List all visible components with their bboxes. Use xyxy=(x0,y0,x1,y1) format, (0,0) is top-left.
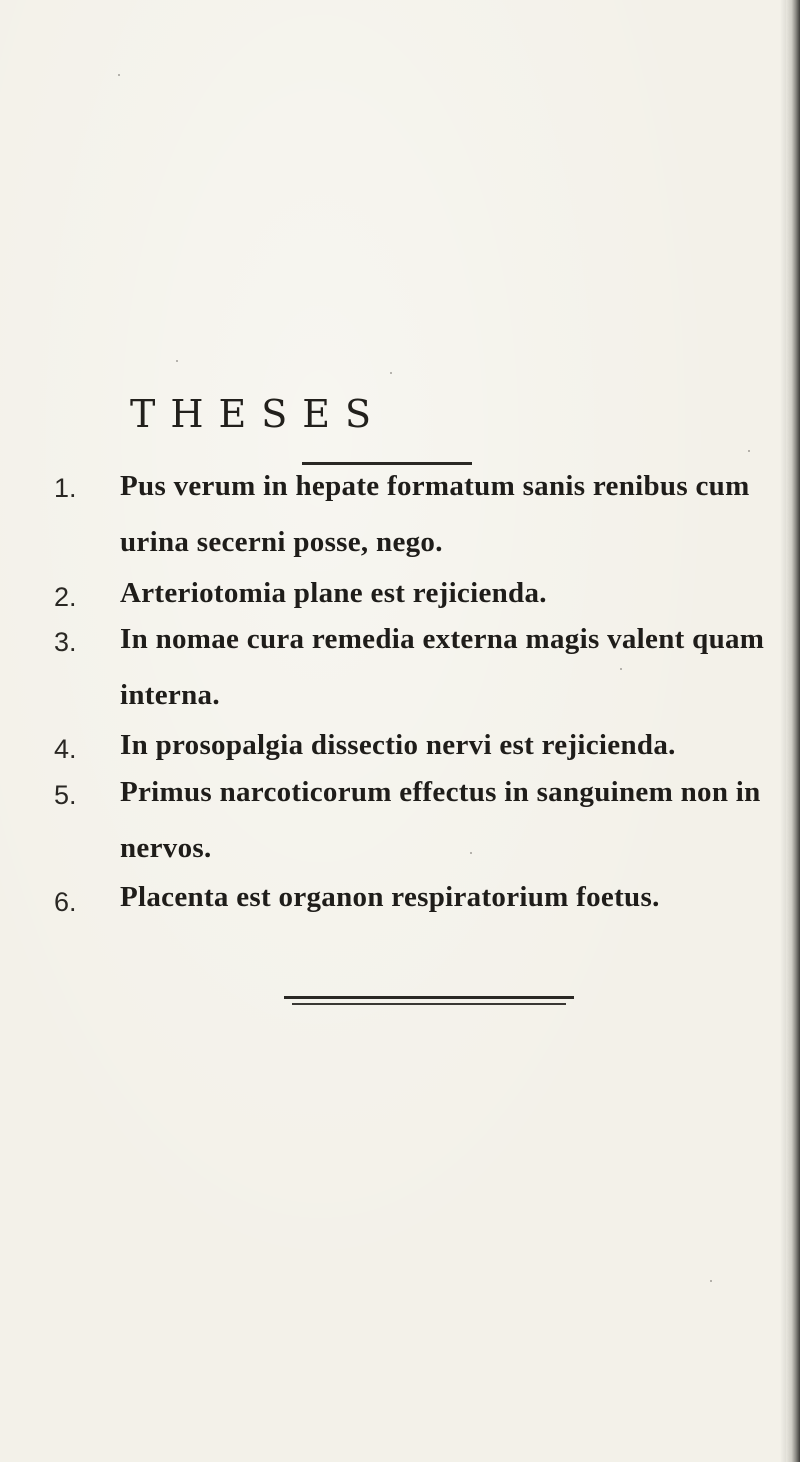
paper-speck xyxy=(176,360,178,362)
thesis-number: 1. xyxy=(54,473,77,503)
paper-speck xyxy=(748,450,750,452)
thesis-text-line: Placenta est organon respiratorium foetus. xyxy=(120,881,660,913)
paper-speck xyxy=(470,852,472,854)
end-divider-thick-line xyxy=(284,996,574,999)
thesis-text-line: interna. xyxy=(120,679,220,711)
paper-speck xyxy=(390,372,392,374)
thesis-number: 2. xyxy=(54,582,77,612)
title-divider xyxy=(302,462,472,465)
thesis-text-line: nervos. xyxy=(120,832,212,864)
end-divider-thin-line xyxy=(292,1003,566,1005)
thesis-text-line: urina secerni posse, nego. xyxy=(120,526,443,558)
thesis-text-line: Arteriotomia plane est rejicienda. xyxy=(120,577,547,609)
thesis-number: 6. xyxy=(54,887,77,917)
thesis-number: 5. xyxy=(54,780,77,810)
page-title: THESES xyxy=(130,392,387,436)
thesis-number: 4. xyxy=(54,734,77,764)
page-edge xyxy=(786,0,800,1462)
paper-speck xyxy=(710,1280,712,1282)
thesis-text-line: Primus narcoticorum effectus in sanguinem non in xyxy=(120,776,761,808)
thesis-text-line: In prosopalgia dissectio nervi est rejicienda. xyxy=(120,729,676,761)
thesis-number: 3. xyxy=(54,627,77,657)
thesis-text-line: In nomae cura remedia externa magis valent quam xyxy=(120,623,765,655)
paper-speck xyxy=(118,74,120,76)
paper-speck xyxy=(620,668,622,670)
thesis-text-line: Pus verum in hepate formatum sanis renibus cum xyxy=(120,470,750,502)
